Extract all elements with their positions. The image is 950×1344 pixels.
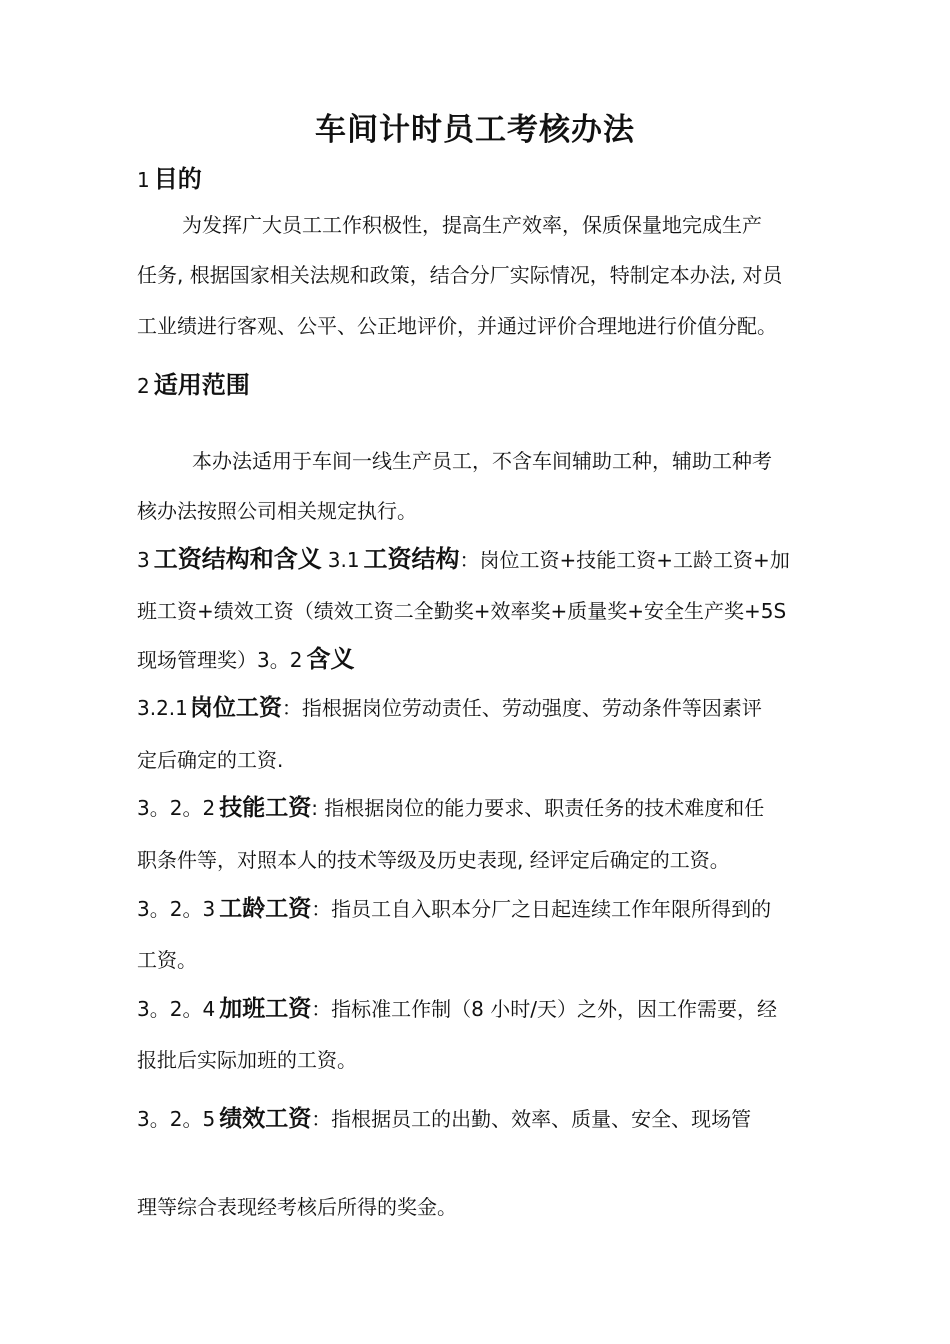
subsection-title: 含义 (306, 645, 355, 673)
item-number: 3。2。2 (137, 796, 216, 820)
subsection-number: 3.1 (327, 548, 360, 572)
definition-item (137, 695, 762, 721)
item-definition: ：指员工自入职本分厂之日起连续工作年限所得到的 (311, 897, 772, 921)
document-title: 车间计时员工考核办法 (315, 112, 635, 148)
item-definition: ：指根据员工的出勤、效率、质量、安全、现场管 (311, 1107, 752, 1131)
item-term: 绩效工资 (219, 1106, 312, 1132)
paragraph-line: 工业绩进行客观、公平、公正地评价，并通过评价合理地进行价值分配。 (137, 314, 777, 338)
paragraph-line: 为发挥广大员工工作积极性，提高生产效率，保质保量地完成生产 (182, 213, 762, 237)
item-term: 岗位工资 (189, 695, 282, 721)
section-number: 3 (137, 548, 150, 572)
section-title: 适用范围 (153, 371, 250, 399)
section-2-heading (137, 372, 250, 399)
definition-item (137, 1106, 751, 1132)
paragraph-line (137, 646, 354, 673)
section-1-heading (137, 166, 202, 193)
definition-item (137, 996, 777, 1022)
section-3-heading-line (137, 546, 790, 573)
section-number: 1 (137, 168, 150, 192)
item-term: 加班工资 (219, 996, 312, 1022)
section-title: 目的 (153, 165, 202, 193)
item-number: 3.2.1 (137, 696, 188, 720)
paragraph-text: ：岗位工资+技能工资+工龄工资+加 (459, 548, 790, 572)
item-term: 工龄工资 (219, 896, 312, 922)
item-definition: ：指标准工作制（8 小时/天）之外，因工作需要，经 (311, 997, 778, 1021)
section-number: 2 (137, 374, 150, 398)
paragraph-line: 任务, 根据国家相关法规和政策，结合分厂实际情况，特制定本办法, 对员 (137, 263, 783, 287)
item-term: 技能工资 (219, 795, 312, 821)
definition-item (137, 795, 764, 821)
definition-continuation: 定后确定的工资. (137, 748, 284, 772)
paragraph-line: 班工资+绩效工资（绩效工资二全勤奖+效率奖+质量奖+安全生产奖+5S (137, 599, 787, 623)
paragraph-text: 现场管理奖）3。2 (137, 648, 303, 672)
paragraph-line: 本办法适用于车间一线生产员工，不含车间辅助工种，辅助工种考 (192, 449, 772, 473)
item-definition: : 指根据岗位的能力要求、职责任务的技术难度和任 (311, 796, 765, 820)
item-number: 3。2。3 (137, 897, 216, 921)
section-title: 工资结构和含义 (153, 545, 322, 573)
definition-continuation: 报批后实际加班的工资。 (137, 1048, 357, 1072)
paragraph-line: 核办法按照公司相关规定执行。 (137, 499, 417, 523)
item-number: 3。2。4 (137, 997, 216, 1021)
subsection-title: 工资结构 (363, 545, 460, 573)
definition-continuation: 职条件等，对照本人的技术等级及历史表现, 经评定后确定的工资。 (137, 848, 730, 872)
definition-item (137, 896, 771, 922)
definition-continuation: 工资。 (137, 948, 197, 972)
item-number: 3。2。5 (137, 1107, 216, 1131)
item-definition: ：指根据岗位劳动责任、劳动强度、劳动条件等因素评 (281, 696, 762, 720)
definition-continuation: 理等综合表现经考核后所得的奖金。 (137, 1195, 457, 1219)
